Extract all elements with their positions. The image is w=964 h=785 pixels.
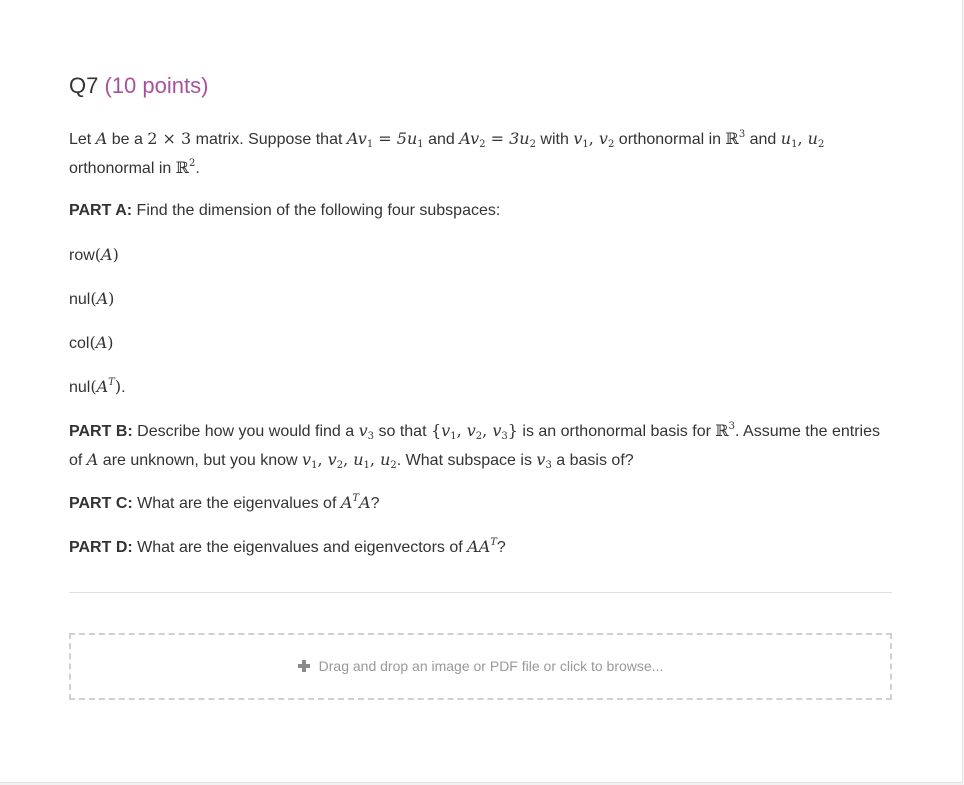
math: )	[114, 377, 122, 396]
math: v	[536, 450, 546, 469]
text: . Assume the entries of	[69, 423, 880, 469]
plus-icon	[298, 660, 310, 672]
math: = 5u	[373, 129, 418, 148]
text: What are the eigenvalues of	[132, 495, 341, 512]
math: }	[507, 421, 518, 440]
math-sup: T	[108, 377, 115, 388]
text: . What subspace is	[396, 452, 537, 469]
file-upload-dropzone[interactable]	[69, 633, 892, 700]
text: with	[535, 131, 574, 148]
math: ,	[456, 421, 467, 440]
part-a-heading	[69, 197, 895, 225]
math: A	[340, 493, 353, 512]
text: Let	[69, 131, 96, 148]
math-sub: 2	[390, 460, 397, 471]
math: AA	[467, 537, 491, 556]
math: {	[430, 421, 442, 440]
math: A	[95, 333, 108, 352]
text: ?	[496, 539, 506, 556]
math-sub: 1	[417, 139, 424, 150]
text: .	[121, 379, 126, 396]
math-sub: 1	[363, 460, 370, 471]
math: v	[302, 450, 312, 469]
math-sub: 1	[582, 139, 589, 150]
math: v	[573, 129, 583, 148]
math: A	[96, 377, 109, 396]
math-sup: T	[352, 493, 360, 504]
text: and	[745, 131, 781, 148]
math: ,	[482, 421, 493, 440]
text: ?	[370, 495, 380, 512]
math-sub: 2	[479, 139, 486, 150]
math: A	[86, 450, 99, 469]
math-sup: 2	[189, 158, 196, 169]
text: a basis of?	[551, 452, 634, 469]
subspace-item	[69, 285, 895, 314]
math: ℝ	[725, 129, 739, 148]
math-sub: 3	[545, 460, 552, 471]
math: ℝ	[715, 421, 729, 440]
text: col	[69, 335, 90, 352]
text: orthonormal in	[614, 131, 726, 148]
math: ℝ	[175, 158, 190, 177]
math: v	[492, 421, 502, 440]
math-sub: 1	[450, 431, 457, 442]
text: What are the eigenvalues and eigenvectors of	[132, 539, 468, 556]
part-label: PART B:	[69, 423, 133, 440]
text: nul	[69, 379, 91, 396]
math: ,	[317, 450, 328, 469]
math: (	[90, 289, 97, 308]
part-label: PART A:	[69, 202, 133, 219]
math: A	[359, 493, 371, 512]
question-number: Q7	[69, 73, 99, 98]
text: matrix. Suppose that	[191, 131, 347, 148]
text: so that	[374, 423, 431, 440]
text: .	[195, 160, 200, 177]
math: = 3u	[485, 129, 530, 148]
text: be a	[107, 131, 148, 148]
question-points: (10 points)	[104, 73, 209, 98]
part-c	[69, 489, 895, 518]
part-label: PART D:	[69, 539, 133, 556]
part-d	[69, 533, 895, 562]
math: 2 × 3	[147, 129, 192, 148]
problem-statement	[69, 125, 895, 183]
math: v	[466, 421, 476, 440]
math-sub: 3	[367, 431, 375, 442]
math: v	[441, 421, 451, 440]
dropzone-content[interactable]	[71, 635, 890, 698]
math: Av	[459, 129, 480, 148]
text: and	[423, 131, 460, 148]
math-sup: 3	[728, 421, 736, 432]
math-sub: 2	[607, 139, 615, 150]
subspace-item	[69, 329, 895, 358]
text: are unknown, but you know	[98, 452, 303, 469]
math: )	[108, 289, 115, 308]
math-sup: 3	[738, 129, 746, 140]
math: u	[807, 129, 818, 148]
math: u	[353, 450, 364, 469]
math: v	[327, 450, 337, 469]
math-sub: 2	[529, 139, 536, 150]
math: A	[96, 289, 109, 308]
dropzone-label[interactable]: Drag and drop an image or PDF file or click to browse...	[318, 658, 664, 674]
math: u	[380, 450, 391, 469]
text: orthonormal in	[69, 160, 176, 177]
math: ,	[369, 450, 381, 469]
text: Describe how you would find a	[132, 423, 359, 440]
math-sub: 2	[817, 139, 825, 150]
math: ,	[588, 129, 599, 148]
subspace-item	[69, 241, 895, 270]
math: (	[94, 245, 102, 264]
math-sub: 2	[475, 431, 483, 442]
math: u	[780, 129, 792, 148]
math-sup: T	[490, 537, 497, 548]
part-b	[69, 417, 895, 475]
math: v	[598, 129, 608, 148]
math-sub: 3	[501, 431, 508, 442]
math-sub: 1	[366, 139, 374, 150]
text: Find the dimension of the following four subspaces:	[132, 202, 501, 219]
math: )	[112, 245, 119, 264]
math: Av	[346, 129, 367, 148]
math: A	[95, 129, 108, 148]
math: ,	[343, 450, 354, 469]
math: (	[89, 333, 96, 352]
text: nul	[69, 291, 91, 308]
math-sub: 1	[791, 139, 798, 150]
subspace-item	[69, 373, 895, 402]
text: is an orthonormal basis for	[517, 423, 716, 440]
math: )	[107, 333, 114, 352]
divider	[69, 592, 892, 593]
math: ,	[797, 129, 808, 148]
math: (	[90, 377, 97, 396]
math-sub: 2	[336, 460, 344, 471]
math: v	[358, 421, 368, 440]
part-label: PART C:	[69, 495, 133, 512]
text: row	[69, 247, 95, 264]
math: A	[101, 245, 113, 264]
question-header	[69, 72, 208, 100]
math-sub: 1	[311, 460, 318, 471]
